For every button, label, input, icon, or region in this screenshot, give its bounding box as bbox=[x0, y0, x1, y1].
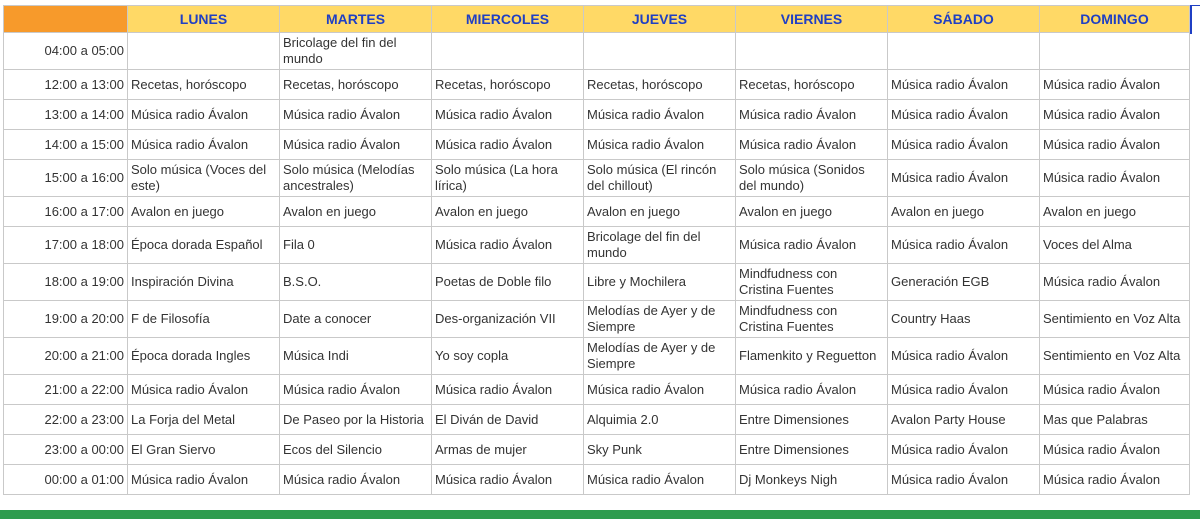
program-cell: Música radio Ávalon bbox=[128, 375, 280, 405]
program-cell: Yo soy copla bbox=[432, 338, 584, 375]
program-cell: Música radio Ávalon bbox=[432, 227, 584, 264]
program-cell: Época dorada Español bbox=[128, 227, 280, 264]
program-cell: Música radio Ávalon bbox=[280, 375, 432, 405]
program-cell: Sky Punk bbox=[584, 435, 736, 465]
program-cell: Generación EGB bbox=[888, 264, 1040, 301]
program-cell: Avalon en juego bbox=[280, 197, 432, 227]
program-cell: Música radio Ávalon bbox=[888, 435, 1040, 465]
header-corner bbox=[4, 6, 128, 33]
program-cell bbox=[736, 33, 888, 70]
table-row bbox=[4, 338, 1190, 375]
time-slot: 14:00 a 15:00 bbox=[4, 130, 128, 160]
table-row bbox=[4, 264, 1190, 301]
program-cell: Country Haas bbox=[888, 301, 1040, 338]
program-cell: Libre y Mochilera bbox=[584, 264, 736, 301]
time-slot: 15:00 a 16:00 bbox=[4, 160, 128, 197]
program-cell: Des-organización VII bbox=[432, 301, 584, 338]
table-row bbox=[4, 70, 1190, 100]
program-cell: Avalon en juego bbox=[888, 197, 1040, 227]
program-cell: Mindfudness con Cristina Fuentes bbox=[736, 301, 888, 338]
header-day-lunes: LUNES bbox=[128, 6, 280, 33]
program-cell: Solo música (Sonidos del mundo) bbox=[736, 160, 888, 197]
program-cell: Entre Dimensiones bbox=[736, 405, 888, 435]
program-cell: Dj Monkeys Nigh bbox=[736, 465, 888, 495]
program-cell bbox=[128, 33, 280, 70]
program-cell: Recetas, horóscopo bbox=[432, 70, 584, 100]
program-cell: El Gran Siervo bbox=[128, 435, 280, 465]
schedule-table bbox=[3, 5, 1190, 495]
program-cell: Música radio Ávalon bbox=[1040, 160, 1190, 197]
program-cell: Música radio Ávalon bbox=[128, 100, 280, 130]
program-cell bbox=[584, 33, 736, 70]
table-row bbox=[4, 160, 1190, 197]
program-cell: Entre Dimensiones bbox=[736, 435, 888, 465]
time-slot: 23:00 a 00:00 bbox=[4, 435, 128, 465]
program-cell: Música radio Ávalon bbox=[584, 130, 736, 160]
program-cell: Melodías de Ayer y de Siempre bbox=[584, 301, 736, 338]
time-slot: 18:00 a 19:00 bbox=[4, 264, 128, 301]
time-slot: 12:00 a 13:00 bbox=[4, 70, 128, 100]
program-cell: Música radio Ávalon bbox=[888, 227, 1040, 264]
program-cell: Música radio Ávalon bbox=[432, 130, 584, 160]
time-slot: 17:00 a 18:00 bbox=[4, 227, 128, 264]
program-cell: Recetas, horóscopo bbox=[584, 70, 736, 100]
bottom-green-bar bbox=[0, 510, 1200, 519]
time-slot: 00:00 a 01:00 bbox=[4, 465, 128, 495]
header-day-viernes: VIERNES bbox=[736, 6, 888, 33]
program-cell: Música Indi bbox=[280, 338, 432, 375]
time-slot: 20:00 a 21:00 bbox=[4, 338, 128, 375]
program-cell: Avalon en juego bbox=[736, 197, 888, 227]
program-cell: Solo música (La hora lírica) bbox=[432, 160, 584, 197]
program-cell: Avalon en juego bbox=[432, 197, 584, 227]
program-cell bbox=[1040, 33, 1190, 70]
program-cell: Música radio Ávalon bbox=[1040, 375, 1190, 405]
program-cell: De Paseo por la Historia bbox=[280, 405, 432, 435]
program-cell: Mas que Palabras bbox=[1040, 405, 1190, 435]
program-cell: Música radio Ávalon bbox=[280, 100, 432, 130]
program-cell bbox=[888, 33, 1040, 70]
program-cell: Inspiración Divina bbox=[128, 264, 280, 301]
program-cell: Música radio Ávalon bbox=[736, 130, 888, 160]
program-cell: Música radio Ávalon bbox=[432, 465, 584, 495]
program-cell: Música radio Ávalon bbox=[736, 227, 888, 264]
table-row bbox=[4, 197, 1190, 227]
table-row bbox=[4, 465, 1190, 495]
program-cell: Armas de mujer bbox=[432, 435, 584, 465]
program-cell: Date a conocer bbox=[280, 301, 432, 338]
program-cell: Música radio Ávalon bbox=[280, 130, 432, 160]
table-row bbox=[4, 227, 1190, 264]
program-cell: Avalon en juego bbox=[128, 197, 280, 227]
program-cell: Música radio Ávalon bbox=[888, 338, 1040, 375]
program-cell: Música radio Ávalon bbox=[888, 160, 1040, 197]
program-cell: Sentimiento en Voz Alta bbox=[1040, 301, 1190, 338]
program-cell: Música radio Ávalon bbox=[280, 465, 432, 495]
header-day-jueves: JUEVES bbox=[584, 6, 736, 33]
time-slot: 13:00 a 14:00 bbox=[4, 100, 128, 130]
table-row bbox=[4, 33, 1190, 70]
time-slot: 04:00 a 05:00 bbox=[4, 33, 128, 70]
program-cell: Música radio Ávalon bbox=[1040, 130, 1190, 160]
program-cell: Música radio Ávalon bbox=[736, 100, 888, 130]
program-cell: La Forja del Metal bbox=[128, 405, 280, 435]
program-cell: Música radio Ávalon bbox=[736, 375, 888, 405]
time-slot: 21:00 a 22:00 bbox=[4, 375, 128, 405]
time-slot: 16:00 a 17:00 bbox=[4, 197, 128, 227]
program-cell: Música radio Ávalon bbox=[128, 465, 280, 495]
program-cell: Solo música (El rincón del chillout) bbox=[584, 160, 736, 197]
table-row bbox=[4, 405, 1190, 435]
program-cell: Ecos del Silencio bbox=[280, 435, 432, 465]
program-cell: Bricolage del fin del mundo bbox=[584, 227, 736, 264]
program-cell: Música radio Ávalon bbox=[1040, 264, 1190, 301]
program-cell: Sentimiento en Voz Alta bbox=[1040, 338, 1190, 375]
header-day-domingo: DOMINGO bbox=[1040, 6, 1190, 33]
program-cell: B.S.O. bbox=[280, 264, 432, 301]
program-cell: El Diván de David bbox=[432, 405, 584, 435]
program-cell: Música radio Ávalon bbox=[888, 465, 1040, 495]
program-cell: Música radio Ávalon bbox=[1040, 465, 1190, 495]
table-row bbox=[4, 375, 1190, 405]
right-edge-frame bbox=[1190, 5, 1200, 34]
table-row bbox=[4, 100, 1190, 130]
program-cell: Mindfudness con Cristina Fuentes bbox=[736, 264, 888, 301]
program-cell: Avalon en juego bbox=[1040, 197, 1190, 227]
program-cell: Melodías de Ayer y de Siempre bbox=[584, 338, 736, 375]
program-cell: Música radio Ávalon bbox=[1040, 435, 1190, 465]
program-cell: Avalon Party House bbox=[888, 405, 1040, 435]
program-cell: Fila 0 bbox=[280, 227, 432, 264]
program-cell: Solo música (Voces del este) bbox=[128, 160, 280, 197]
table-row bbox=[4, 435, 1190, 465]
header-day-martes: MARTES bbox=[280, 6, 432, 33]
program-cell: Flamenkito y Reguetton bbox=[736, 338, 888, 375]
program-cell: Recetas, horóscopo bbox=[128, 70, 280, 100]
program-cell: Música radio Ávalon bbox=[432, 100, 584, 130]
program-cell: Música radio Ávalon bbox=[888, 100, 1040, 130]
program-cell: Poetas de Doble filo bbox=[432, 264, 584, 301]
program-cell: Música radio Ávalon bbox=[584, 100, 736, 130]
program-cell: Música radio Ávalon bbox=[584, 465, 736, 495]
program-cell: Música radio Ávalon bbox=[1040, 100, 1190, 130]
program-cell: Recetas, horóscopo bbox=[736, 70, 888, 100]
header-day-miercoles: MIERCOLES bbox=[432, 6, 584, 33]
program-cell bbox=[432, 33, 584, 70]
time-slot: 22:00 a 23:00 bbox=[4, 405, 128, 435]
program-cell: Música radio Ávalon bbox=[888, 70, 1040, 100]
time-slot: 19:00 a 20:00 bbox=[4, 301, 128, 338]
header-row bbox=[4, 6, 1190, 33]
program-cell: F de Filosofía bbox=[128, 301, 280, 338]
table-row bbox=[4, 301, 1190, 338]
program-cell: Alquimia 2.0 bbox=[584, 405, 736, 435]
header-day-sabado: SÁBADO bbox=[888, 6, 1040, 33]
program-cell: Música radio Ávalon bbox=[584, 375, 736, 405]
table-row bbox=[4, 130, 1190, 160]
program-cell: Música radio Ávalon bbox=[432, 375, 584, 405]
program-cell: Recetas, horóscopo bbox=[280, 70, 432, 100]
program-cell: Voces del Alma bbox=[1040, 227, 1190, 264]
program-cell: Música radio Ávalon bbox=[888, 130, 1040, 160]
program-cell: Música radio Ávalon bbox=[1040, 70, 1190, 100]
program-cell: Época dorada Ingles bbox=[128, 338, 280, 375]
program-cell: Música radio Ávalon bbox=[128, 130, 280, 160]
program-cell: Música radio Ávalon bbox=[888, 375, 1040, 405]
program-cell: Bricolage del fin del mundo bbox=[280, 33, 432, 70]
program-cell: Avalon en juego bbox=[584, 197, 736, 227]
program-cell: Solo música (Melodías ancestrales) bbox=[280, 160, 432, 197]
